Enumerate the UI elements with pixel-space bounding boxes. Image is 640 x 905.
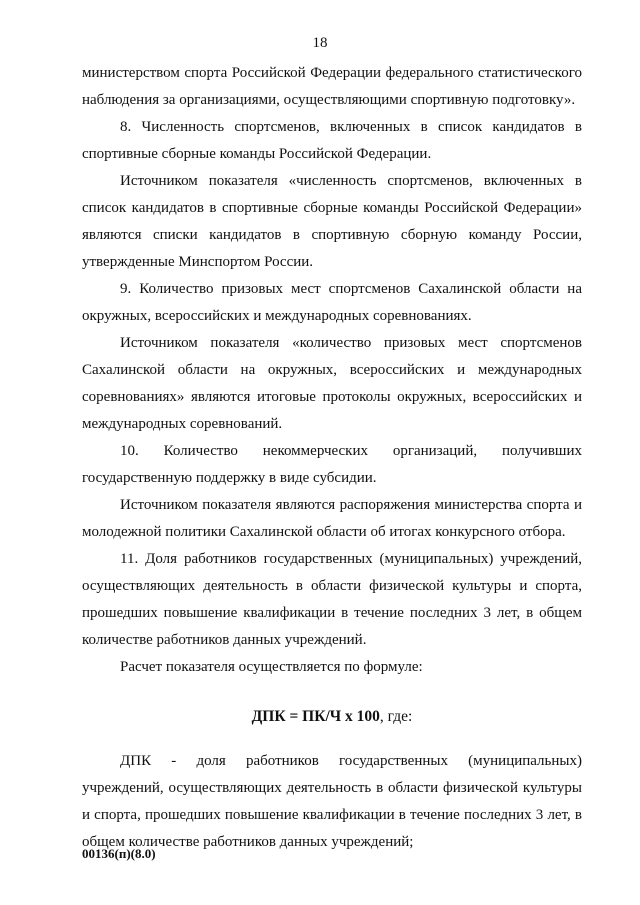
page-number: 18 xyxy=(312,35,328,51)
item-11-heading: 11. Доля работников государственных (муниципальных) учреждений, осуществляющих деятельность в области физической культуры и спорта, прошедших повышение квалификации в течение последних 3 лет, в общем количестве работников данных учреждений. xyxy=(82,551,582,648)
formula-expression: ДПК = ПК/Ч х 100 xyxy=(251,708,380,725)
item-8-source: Источником показателя «численность спортсменов, включенных в список кандидатов в спортивные сборные команды Российской Федерации» являются списки кандидатов в спортивную сборную команду России, утвержденные Минспортом России. xyxy=(82,173,582,270)
item-8-heading: 8. Численность спортсменов, включенных в список кандидатов в спортивные сборные команды Российской Федерации. xyxy=(82,119,582,162)
formula xyxy=(82,703,582,730)
paragraph-continuation: министерством спорта Российской Федерации федерального статистического наблюдения за организациями, осуществляющими спортивную подготовку». xyxy=(82,65,582,108)
document-body xyxy=(82,60,582,856)
formula-intro: Расчет показателя осуществляется по формуле: xyxy=(120,659,423,675)
item-9-heading: 9. Количество призовых мест спортсменов Сахалинской области на окружных, всероссийских и международных соревнованиях. xyxy=(82,281,582,324)
item-10-source: Источником показателя являются распоряжения министерства спорта и молодежной политики Сахалинской области об итогах конкурсного отбора. xyxy=(82,497,582,540)
document-code: 00136(п)(8.0) xyxy=(82,846,156,861)
item-10-heading: 10. Количество некоммерческих организаций, получивших государственную поддержку в виде субсидии. xyxy=(82,443,582,486)
item-9-source: Источником показателя «количество призовых мест спортсменов Сахалинской области на окружных, всероссийских и международных соревнованиях» являются итоговые протоколы окружных, всероссийских и международных соревнований. xyxy=(82,335,582,432)
variable-definition: ДПК - доля работников государственных (муниципальных) учреждений, осуществляющих деятельность в области физической культуры и спорта, прошедших повышение квалификации в течение последних 3 лет, в общем количестве работников данных учреждений; xyxy=(82,753,582,850)
formula-suffix: , где: xyxy=(379,708,413,725)
